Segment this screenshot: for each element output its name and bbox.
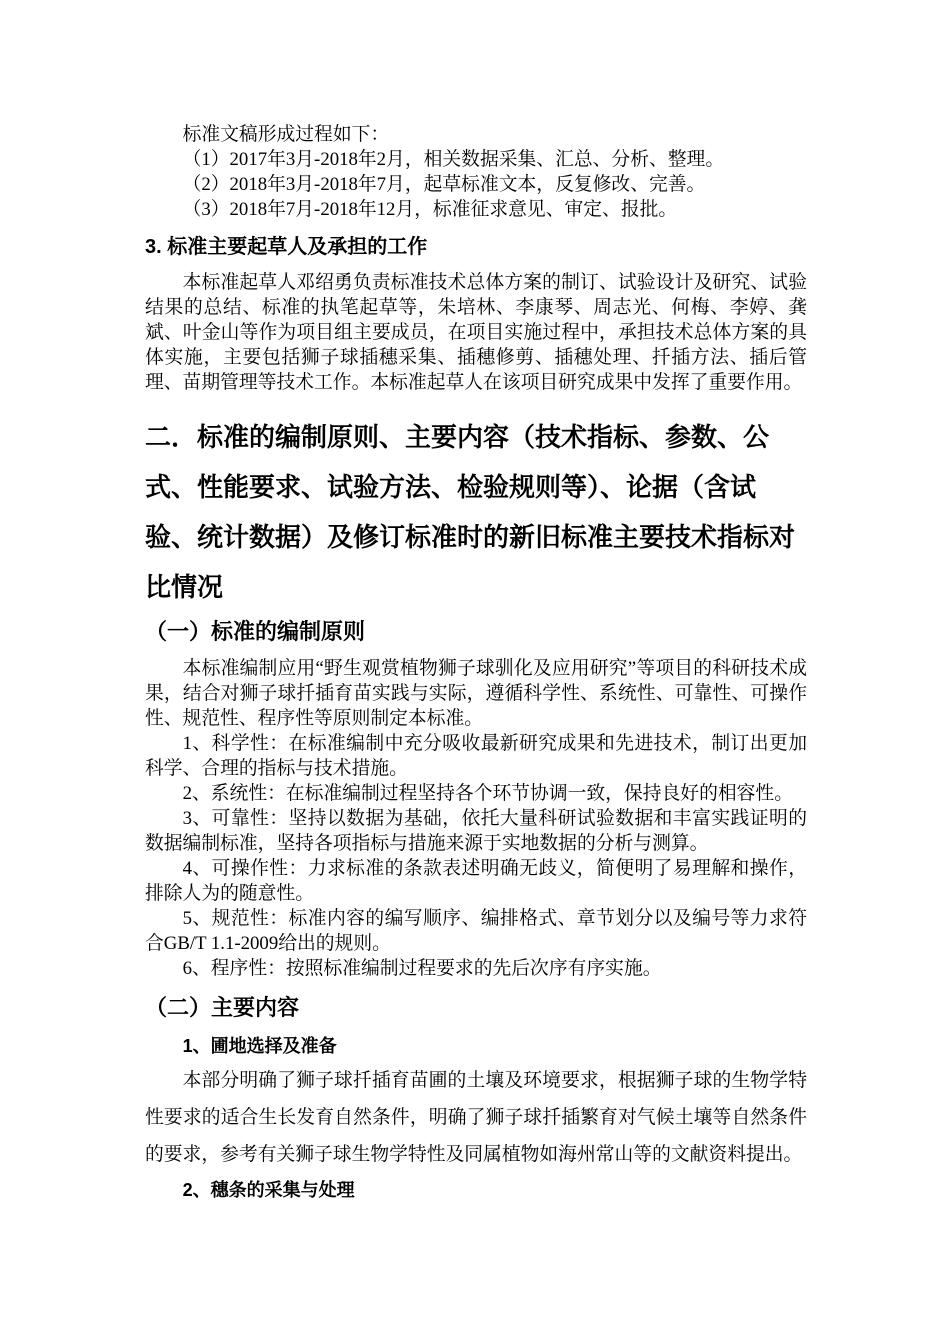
content-sub1-heading: 1、圃地选择及准备 bbox=[182, 1036, 337, 1056]
principles-list bbox=[145, 656, 807, 981]
content-sub2-heading: 2、穗条的采集与处理 bbox=[182, 1180, 355, 1200]
principles-intro: 本标准编制应用“野生观赏植物狮子球驯化及应用研究”等项目的科研技术成果，结合对狮子球扦插育苗实践与实际，遵循科学性、系统性、可靠性、可操作性、规范性、程序性等原则制定本标准。 bbox=[145, 658, 807, 729]
content-heading: （二）主要内容 bbox=[145, 995, 300, 1020]
principle-item: 4、可操作性：力求标准的条款表述明确无歧义，简便明了易理解和操作，排除人为的随意性。 bbox=[145, 858, 807, 904]
principle-item: 1、科学性：在标准编制中充分吸收最新研究成果和先进技术，制订出更加科学、合理的指标与技术措施。 bbox=[145, 733, 807, 779]
process-step: （2）2018年3月-2018年7月，起草标准文本，反复修改、完善。 bbox=[182, 174, 706, 195]
principle-item: 6、程序性：按照标准编制过程要求的先后次序有序实施。 bbox=[182, 958, 662, 979]
section-3-body: 本标准起草人邓绍勇负责标准技术总体方案的制订、试验设计及研究、试验结果的总结、标准的执笔起草等，朱培林、李康琴、周志光、何梅、李婷、龚斌、叶金山等作为项目组主要成员，在项目实施过程中，承担技术总体方案的具体实施，主要包括狮子球插穗采集、插穗修剪、插穗处理、扦插方法、插后管理、苗期管理等技术工作。本标准起草人在该项目研究成果中发挥了重要作用。 bbox=[145, 272, 807, 393]
process-intro: 标准文稿形成过程如下： bbox=[182, 124, 390, 145]
principle-item: 3、可靠性：坚持以数据为基础，依托大量科研试验数据和丰富实践证明的数据编制标准，坚持各项指标与措施来源于实地数据的分析与测算。 bbox=[145, 808, 807, 854]
process-list bbox=[145, 122, 807, 222]
chapter-2-heading: 二．标准的编制原则、主要内容（技术指标、参数、公式、性能要求、试验方法、检验规则等）、论据（含试验、统计数据）及修订标准时的新旧标准主要技术指标对比情况 bbox=[145, 422, 796, 602]
principle-item: 2、系统性：在标准编制过程坚持各个环节协调一致，保持良好的相容性。 bbox=[182, 783, 793, 804]
content-sub1-body: 本部分明确了狮子球扦插育苗圃的土壤及环境要求，根据狮子球的生物学特性要求的适合生长发育自然条件，明确了狮子球扦插繁育对气候土壤等自然条件的要求，参考有关狮子球生物学特性及同属植物如海州常山等的文献资料提出。 bbox=[145, 1070, 807, 1165]
principle-item: 5、规范性：标准内容的编写顺序、编排格式、章节划分以及编号等力求符合GB/T 1.1-2009给出的规则。 bbox=[145, 908, 807, 954]
principles-heading: （一）标准的编制原则 bbox=[145, 619, 366, 644]
process-step: （1）2017年3月-2018年2月，相关数据采集、汇总、分析、整理。 bbox=[182, 149, 725, 170]
section-3-heading: 3. 标准主要起草人及承担的工作 bbox=[145, 236, 428, 258]
process-step: （3）2018年7月-2018年12月，标准征求意见、审定、报批。 bbox=[182, 199, 678, 220]
